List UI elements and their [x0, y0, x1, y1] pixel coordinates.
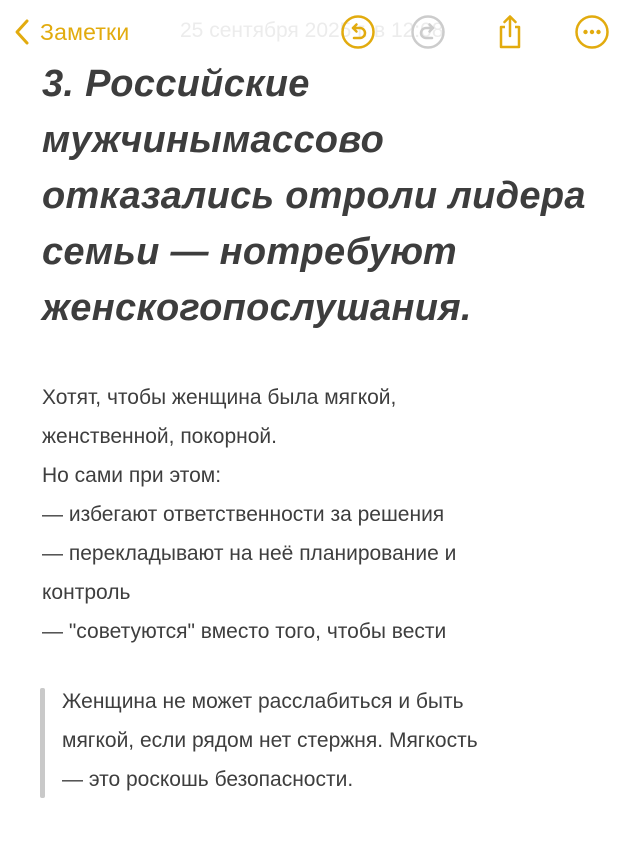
title-line: послушания. [222, 287, 472, 329]
body-line: контроль [42, 581, 131, 604]
body-line: Но сами при этом: [42, 464, 222, 487]
share-button[interactable] [492, 14, 528, 50]
body-line: женственной, покорной. [42, 425, 277, 448]
quote-bar [40, 688, 45, 798]
undo-icon [340, 14, 376, 50]
navigation-bar [0, 0, 640, 64]
title-line: роли лидера семьи — но [42, 175, 586, 273]
note-date: 25 сентября 2025 г. в 12:08 [180, 19, 444, 42]
title-line: требуют женского [42, 231, 457, 329]
quote-line: Женщина не может расслабиться и быть [62, 690, 464, 713]
redo-icon [410, 14, 446, 50]
quote-line: — это роскошь безопасности. [62, 768, 354, 791]
quote-line: мягкой, если рядом нет стержня. Мягкость [62, 729, 478, 752]
back-label: Заметки [40, 18, 130, 45]
block-quote [40, 682, 620, 798]
body-line: — избегают ответственности за решения [42, 503, 445, 526]
back-button[interactable] [14, 14, 129, 50]
note-body [42, 378, 622, 651]
redo-button[interactable] [410, 14, 446, 50]
more-icon [574, 14, 610, 50]
body-line: — перекладывают на неё планирование и [42, 542, 457, 565]
body-line: Хотят, чтобы женщина была мягкой, [42, 386, 397, 409]
chevron-left-icon [14, 18, 30, 46]
more-button[interactable] [574, 14, 610, 50]
title-line: 3. Российские мужчины [42, 63, 310, 161]
undo-button[interactable] [340, 14, 376, 50]
share-icon [494, 14, 526, 50]
body-line: — "советуются" вместо того, чтобы вести [42, 620, 447, 643]
quote-text [62, 682, 618, 799]
note-title [42, 56, 602, 336]
title-line: массово отказались от [42, 119, 385, 217]
